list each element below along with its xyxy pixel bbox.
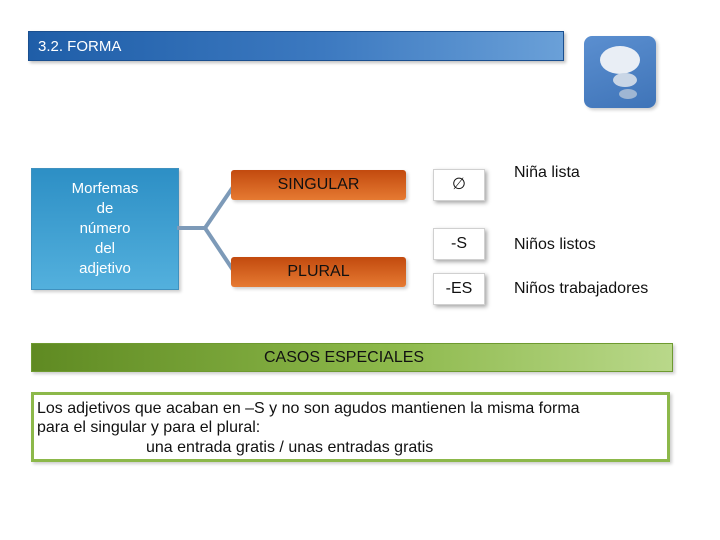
note-line-1: Los adjetivos que acaban en –S y no son agudos mantienen la misma forma: [37, 400, 580, 417]
suffix-s-box: -S: [433, 228, 485, 260]
plural-label: PLURAL: [287, 263, 350, 280]
special-cases-note: [31, 392, 670, 462]
morpheme-box-label: Morfemas de número del adjetivo: [71, 180, 139, 277]
note-line-2: para el singular y para el plural:: [37, 419, 261, 436]
example-plural-es: Niños trabajadores: [514, 280, 649, 297]
note-line-3: una entrada gratis / unas entradas gratis: [146, 439, 434, 456]
example-plural-s: Niños listos: [514, 236, 596, 253]
suffix-es-box: -ES: [433, 273, 485, 305]
page-title: 3.2. FORMA: [38, 38, 122, 55]
singular-label: SINGULAR: [277, 176, 360, 193]
suffix-empty-box: ∅: [433, 169, 485, 201]
connector-to-plural: [205, 228, 233, 270]
plural-branch: [231, 257, 406, 287]
special-cases-title: CASOS ESPECIALES: [264, 349, 425, 366]
special-cases-bar: [31, 343, 673, 372]
example-singular: Niña lista: [514, 164, 580, 181]
connector-to-singular: [177, 187, 233, 228]
singular-branch: [231, 170, 406, 200]
